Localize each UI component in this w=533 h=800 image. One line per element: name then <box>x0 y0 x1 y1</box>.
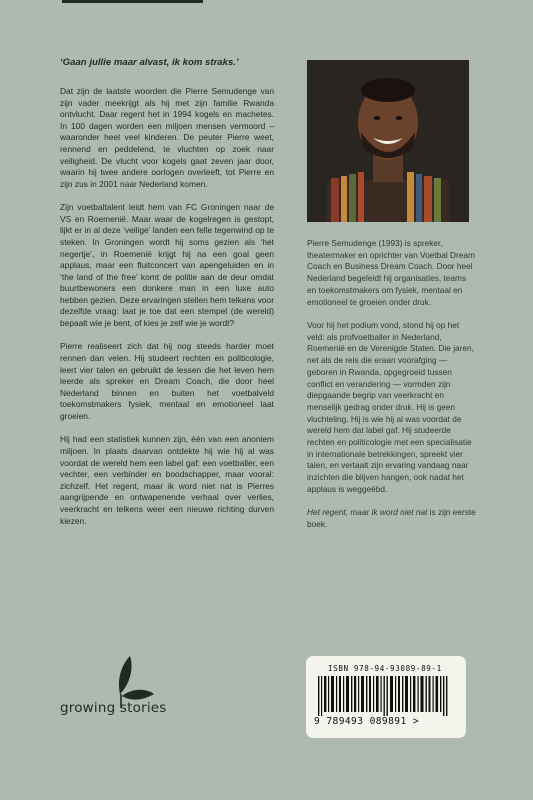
barcode-digits: 9 789493 089891 > <box>314 716 419 727</box>
blurb-column <box>60 86 274 539</box>
blurb-paragraph-3: Pierre realiseert zich dat hij nog steeds harder moet rennen dan velen. Hij studeert rechten en politicologie, leert vier talen en gebruikt de lessen die het leven hem leerde als spreker en Dream Coach, die door heel Nederland binnen en buiten het voetbalveld toekomstmakers fysiek, mentaal en emotioneel laat groeien. <box>60 341 274 422</box>
top-rule <box>62 0 203 3</box>
debut-line-rest: is zijn eerste boek. <box>307 507 476 530</box>
blurb-paragraph-2: Zijn voetbaltalent leidt hem van FC Groningen naar de VS en Roemenië. Maar waar de kogelregen is gestopt, lijkt er in al deze ‘veilige’ landen een felle tegenwind op te steken. In Groningen wordt hij soms gezien als ‘het negertje’, in Roemenië krijgt hij na een goal geen applaus, maar een fluitconcert van apengeluiden en in ‘the land of the free’ komt de politie aan de deur omdat buurtbewoners een donkere man in een luxe auto hebben gezien. Deze ervaringen stellen hem telkens voor dezelfde vraag: laat je toe dat een stempel (de wereld) bepaalt wie je bent, of kies je zelf wie je wordt? <box>60 202 274 329</box>
book-title: Het regent, maar ik word niet nat <box>307 507 428 518</box>
author-bio-paragraph-1: Pierre Semudenge (1993) is spreker, theatermaker en oprichter van Voetbal Dream Coach en Business Dream Coach. Door heel Nederland begeleidt hij organisaties, teams en toekomstmakers om fysiek, mentaal en emotioneel te groeien onder druk. <box>307 238 475 307</box>
author-portrait-icon <box>307 60 469 222</box>
opening-quote: ‘Gaan jullie maar alvast, ik kom straks.’ <box>60 57 239 68</box>
barcode-panel <box>306 656 466 738</box>
blurb-paragraph-1: Dat zijn de laatste woorden die Pierre Semudenge van zijn vader meekrijgt als hij met zijn familie Rwanda ontvlucht. Daar regent het in 1994 kogels en machetes. In 100 dagen worden een miljoen mensen vermoord – waaronder heel veel kinderen. De peuter Pierre weet, rennend en peddelend, te vluchten op zoek naar veiligheid. De vlucht voor kogels gaat zeven jaar door, waarin hij twee andere oorlogen overleeft, tot Pierre en zijn zus in 2001 naar Nederland komen. <box>60 86 274 189</box>
isbn-label: ISBN 978-94-93089-89-1 <box>328 664 442 673</box>
author-bio-paragraph-2: Voor hij het podium vond, stond hij op het veld: als profvoetballer in Nederland, Roemenië en de Verenigde Staten. Die jaren, net als de reis die eraan voorafging — geboren in Rwanda, opgegroeid tussen conflict en verandering — vormden zijn diepgaande begrip van veerkracht en menselijk gedrag onder druk. Hij is geen vluchteling. Hij is wie hij al was voordat de wereld hem dat label gaf. Hij studeerde rechten en politicologie met een specialisatie in internationale betrekkingen, spreekt vier talen, en vertaalt zijn ervaring vandaag naar inzichten die blijven hangen, ook nadat het applaus is weggeëbd. <box>307 320 474 494</box>
author-photo <box>307 60 469 222</box>
blurb-paragraph-4: Hij had een statistiek kunnen zijn, één van een anoniem miljoen. In plaats daarvan ontdekte hij wie hij al was voordat de wereld hem een label gaf: een voetballer, een vechter, een verbinder en boodschapper, maar vooral: zichzelf. Het regent, maar ik word niet nat is Pierres aangrijpende en ontwapenende verhaal over verlies, veerkracht en telkens weer een nieuwe richting durven kiezen. <box>60 434 274 526</box>
publisher-logo-text: growing stories <box>60 700 167 716</box>
debut-line <box>307 507 477 530</box>
barcode-icon <box>318 676 454 716</box>
author-bio-column <box>307 238 477 543</box>
